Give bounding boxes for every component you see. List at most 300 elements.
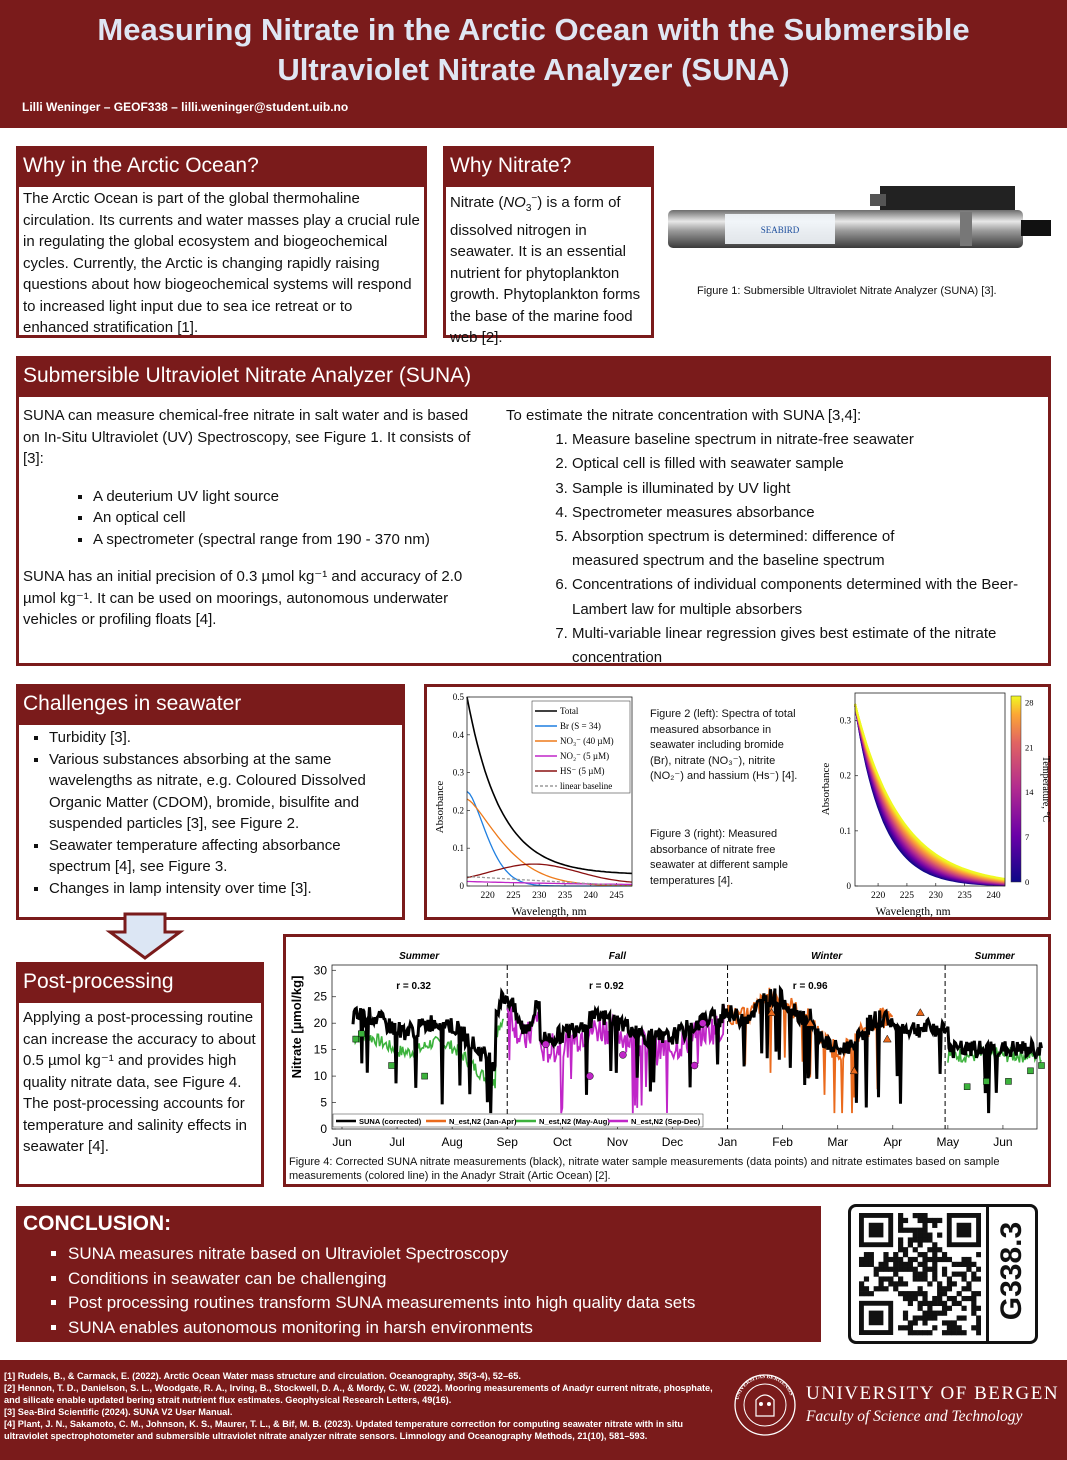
qr-module (942, 1252, 947, 1257)
fig4-season-label: Summer (974, 951, 1015, 962)
qr-finder (869, 1223, 884, 1238)
qr-module (913, 1233, 918, 1238)
fig3-cbar-tick: 28 (1025, 697, 1034, 708)
qr-module (927, 1247, 932, 1252)
qr-module (879, 1267, 884, 1272)
qr-module (927, 1315, 932, 1320)
fig4-xtick-label: Apr (883, 1135, 903, 1149)
qr-module (913, 1320, 918, 1325)
qr-module (913, 1257, 918, 1262)
fig4-xtick-label: Nov (606, 1135, 629, 1149)
fig4-ytick-label: 20 (313, 1016, 327, 1031)
suna-instrument-drawing (665, 180, 1055, 260)
why-arctic-panel (16, 146, 427, 338)
qr-module (971, 1306, 976, 1311)
qr-module (922, 1262, 927, 1267)
fig3-xtick-label: 225 (899, 891, 915, 901)
fig4-sample-point (586, 1073, 593, 1080)
qr-module (898, 1223, 903, 1228)
qr-module (952, 1281, 957, 1286)
fig4-sample-point (389, 1063, 395, 1069)
qr-module (918, 1286, 923, 1291)
qr-module (927, 1330, 932, 1335)
qr-module (864, 1291, 869, 1296)
down-arrow-icon (105, 912, 185, 962)
qr-module (922, 1272, 927, 1277)
qr-module (927, 1267, 932, 1272)
qr-module (893, 1262, 898, 1267)
challenges-list (23, 727, 398, 899)
qr-module (976, 1291, 981, 1296)
qr-module (952, 1272, 957, 1277)
qr-module (942, 1320, 947, 1325)
qr-module (908, 1320, 913, 1325)
qr-module (883, 1276, 888, 1281)
fig3-ytick-label: 0 (846, 881, 851, 891)
nitrate-formula-sub: 3 (525, 203, 532, 214)
qr-module (971, 1272, 976, 1277)
qr-module (883, 1257, 888, 1262)
fig4-sample-point (358, 1031, 364, 1037)
fig4-ytick-label: 5 (320, 1095, 327, 1110)
qr-module (898, 1291, 903, 1296)
suna-intro: SUNA can measure chemical-free nitrate in salt water and is based on In-Situ Ultraviolet (UV) Spectroscopy, see Figure 1. It consists of [3]: (23, 407, 471, 467)
fig4-ytick-label: 30 (313, 963, 327, 978)
qr-module (957, 1301, 962, 1306)
qr-module (937, 1286, 942, 1291)
qr-module (932, 1296, 937, 1301)
qr-module (913, 1267, 918, 1272)
qr-module (932, 1315, 937, 1320)
qr-module (976, 1315, 981, 1320)
qr-module (927, 1301, 932, 1306)
fig2-ytick-label: 0.1 (452, 843, 464, 854)
qr-module (942, 1306, 947, 1311)
qr-module (976, 1276, 981, 1281)
qr-module (976, 1267, 981, 1272)
qr-module (879, 1286, 884, 1291)
qr-module (922, 1301, 927, 1306)
qr-module (942, 1311, 947, 1316)
qr-module (942, 1291, 947, 1296)
fig4-xtick-label: Sep (496, 1135, 518, 1149)
title-line-2: Ultraviolet Nitrate Analyzer (SUNA) (277, 52, 790, 87)
fig4-xtick-label: May (936, 1135, 960, 1149)
why-arctic-text: The Arctic Ocean is part of the global thermohaline circulation. Its currents and water masses play a crucial rule in regulating the global ecosystem and biogeochemical cycles. Currently, the Arctic is changing rapidly raising questions about how biogeochemical systems will respond to increased light input due to sea ice retreat or to enhanced stratification [1]. (23, 190, 420, 336)
qr-module (903, 1252, 908, 1257)
qr-module (903, 1228, 908, 1233)
qr-module (937, 1311, 942, 1316)
qr-module (976, 1330, 981, 1335)
qr-module (898, 1262, 903, 1267)
fig2-ytick-label: 0.3 (452, 767, 464, 778)
qr-module (942, 1301, 947, 1306)
qr-module (922, 1223, 927, 1228)
qr-module (903, 1218, 908, 1223)
qr-module (913, 1247, 918, 1252)
suna-instrument-image (665, 180, 1055, 260)
fig4-sample-point (883, 1035, 891, 1042)
nitrate-text-before: Nitrate ( (450, 194, 504, 211)
references-footer (0, 1360, 1067, 1460)
author-line: Lilli Weninger – GEOF338 – lilli.weninger@student.uib.no (22, 100, 349, 114)
fig4-season-label: Winter (811, 951, 843, 962)
suna-panel (16, 356, 1051, 666)
qr-module (927, 1257, 932, 1262)
fig4-season-label: Summer (399, 951, 440, 962)
title-line-1: Measuring Nitrate in the Arctic Ocean with the Submersible (97, 12, 970, 47)
qr-module (888, 1267, 893, 1272)
qr-module (957, 1315, 962, 1320)
qr-module (922, 1315, 927, 1320)
figure4-chart (286, 937, 1048, 1149)
fig3-xtick-label: 220 (870, 891, 886, 901)
qr-module (918, 1228, 923, 1233)
qr-module (903, 1267, 908, 1272)
qr-module (942, 1330, 947, 1335)
challenges-panel (16, 684, 405, 920)
qr-module (864, 1252, 869, 1257)
fig4-sample-point (916, 1009, 924, 1016)
qr-module (893, 1257, 898, 1262)
qr-module (903, 1315, 908, 1320)
figure3-caption: Figure 3 (right): Measured absorbance of nitrate free seawater at different sample temperatures [4]. (650, 828, 788, 887)
suna-right-column (506, 404, 1046, 670)
challenge-item: ▪ Seawater temperature affecting absorbance spectrum [4], see Figure 3. (49, 835, 398, 878)
conclusion-item: ▪ Post processing routines transform SUNA measurements into high quality data sets (68, 1291, 695, 1316)
qr-module (908, 1301, 913, 1306)
qr-module (898, 1281, 903, 1286)
qr-module (898, 1242, 903, 1247)
qr-module (908, 1267, 913, 1272)
qr-module (874, 1286, 879, 1291)
qr-module (918, 1276, 923, 1281)
post-processing-text: Applying a post-processing routine can increase the accuracy to about 0.5 µmol kg⁻¹ and provides high quality nitrate data, see Figure 4. The post-processing accounts for temperature and salinity effects in seawater [4]. (23, 1009, 256, 1155)
fig3-ylabel: Absorbance (820, 762, 832, 816)
qr-module (927, 1237, 932, 1242)
qr-module (937, 1257, 942, 1262)
fig3-xtick-label: 240 (986, 891, 1001, 901)
fig4-sample-point (1027, 1068, 1033, 1074)
qr-module (918, 1213, 923, 1218)
qr-module (947, 1320, 952, 1325)
qr-module (937, 1281, 942, 1286)
qr-finder (869, 1311, 884, 1326)
fig4-sample-point (983, 1078, 989, 1084)
reference-item: [4] Plant, J. N., Sakamoto, C. M., Johnson, K. S., Maurer, T. L., & Bif, M. B. (2023). Updated temperature correction for computing seawater nitrate with in situ ultraviolet spectrophotometer and submersible ultraviolet nitrate analyzer nitrate sensors. Limnology and Oceanography Methods, 21(10), 581–593. (4, 1419, 683, 1441)
fig4-xtick-label: Jun (332, 1135, 352, 1149)
qr-module (927, 1306, 932, 1311)
fig4-ylabel: Nitrate [µmol/kg] (289, 975, 304, 1079)
svg-text:UNIVERSITAS BERGENSIS (735, 1374, 795, 1401)
fig2-xtick-label: 225 (506, 891, 521, 901)
qr-module (908, 1257, 913, 1262)
qr-module (947, 1296, 952, 1301)
qr-module (961, 1315, 966, 1320)
fig4-r-value: r = 0.32 (396, 981, 431, 992)
qr-module (961, 1330, 966, 1335)
component-item: ▪ An optical cell (93, 507, 473, 529)
qr-module (961, 1306, 966, 1311)
qr-module (918, 1315, 923, 1320)
qr-module (937, 1218, 942, 1223)
fig2-legend-label: HS⁻ (5 µM) (560, 766, 605, 776)
fig2-legend-label: Br (S = 34) (560, 721, 601, 731)
qr-module (932, 1252, 937, 1257)
qr-module (932, 1267, 937, 1272)
fig4-legend-label: SUNA (corrected) (359, 1117, 422, 1126)
qr-module (898, 1257, 903, 1262)
qr-module (908, 1228, 913, 1233)
suna-precision: SUNA has an initial precision of 0.3 µmol kg⁻¹ and accuracy of 2.0 µmol kg⁻¹. It can be used on moorings, autonomous underwater vehicles or profiling floats [4]. (23, 568, 463, 628)
qr-module (947, 1325, 952, 1330)
post-processing-heading: Post-processing (19, 965, 261, 1003)
fig4-sample-point (422, 1073, 428, 1079)
qr-module (922, 1218, 927, 1223)
why-arctic-heading: Why in the Arctic Ocean? (19, 149, 424, 187)
qr-module (952, 1325, 957, 1330)
qr-module (937, 1301, 942, 1306)
qr-module (898, 1247, 903, 1252)
qr-module (942, 1257, 947, 1262)
qr-module (883, 1286, 888, 1291)
qr-module (966, 1296, 971, 1301)
qr-module (888, 1257, 893, 1262)
qr-module (913, 1272, 918, 1277)
qr-module (932, 1325, 937, 1330)
fig4-xtick-label: Mar (827, 1135, 849, 1149)
fig2-legend-label: NO₃⁻ (40 µM) (560, 736, 614, 746)
qr-module (898, 1213, 903, 1218)
qr-module (971, 1276, 976, 1281)
qr-module (903, 1311, 908, 1316)
fig3-cbar-tick: 7 (1025, 832, 1030, 843)
qr-module (913, 1213, 918, 1218)
fig2-legend-label: linear baseline (560, 781, 613, 791)
qr-module (908, 1291, 913, 1296)
steps-intro: To estimate the nitrate concentration with SUNA [3,4]: (506, 407, 862, 424)
qr-module (927, 1218, 932, 1223)
faculty-name: Faculty of Science and Technology (806, 1408, 1023, 1425)
fig4-legend-label: N_est,N2 (Sep-Dec) (631, 1117, 701, 1126)
qr-module (971, 1296, 976, 1301)
challenge-item: ▪ Various substances absorbing at the same wavelengths as nitrate, e.g. Coloured Dissolved Organic Matter (CDOM), bromide, bisulfite and suspended particles [3], see Figure 2. (49, 749, 398, 835)
qr-module (957, 1330, 962, 1335)
fig4-ytick-label: 10 (313, 1069, 327, 1084)
fig4-r-value: r = 0.92 (588, 981, 624, 992)
qr-module (932, 1311, 937, 1316)
qr-module (918, 1291, 923, 1296)
fig2-ytick-label: 0.5 (452, 692, 464, 702)
qr-module (913, 1237, 918, 1242)
qr-module (966, 1262, 971, 1267)
qr-code-icon[interactable] (859, 1213, 981, 1337)
fig3-ytick-label: 0.2 (839, 770, 851, 781)
qr-module (922, 1296, 927, 1301)
qr-module (927, 1311, 932, 1316)
qr-module (903, 1281, 908, 1286)
figure4-panel (283, 934, 1051, 1187)
qr-module (903, 1262, 908, 1267)
qr-module (898, 1228, 903, 1233)
fig2-series-line (467, 799, 632, 886)
qr-module (898, 1237, 903, 1242)
qr-module (918, 1218, 923, 1223)
qr-module (971, 1325, 976, 1330)
qr-module (869, 1262, 874, 1267)
qr-module (966, 1267, 971, 1272)
conclusion-item: ▪ SUNA enables autonomous monitoring in harsh environments (68, 1316, 695, 1341)
fig2-xtick-label: 220 (480, 891, 495, 901)
qr-module (918, 1252, 923, 1257)
qr-module (913, 1315, 918, 1320)
qr-module (932, 1247, 937, 1252)
step-item: 2. Optical cell is filled with seawater sample (572, 452, 1046, 476)
fig4-sample-point (542, 1041, 549, 1048)
qr-module (918, 1272, 923, 1277)
qr-module (879, 1281, 884, 1286)
conclusion-panel (16, 1206, 821, 1342)
fig4-xtick-label: Feb (772, 1135, 793, 1149)
challenge-item: ▪ Changes in lamp intensity over time [3]. (49, 878, 398, 900)
fig3-cbar-label: Temperature, °C (1040, 755, 1051, 823)
fig2-xtick-label: 240 (583, 891, 598, 901)
fig4-xtick-label: Aug (441, 1135, 463, 1149)
fig2-legend-label: NO₂⁻ (5 µM) (560, 751, 610, 761)
step-item: 3. Sample is illuminated by UV light (572, 477, 1046, 501)
qr-module (908, 1325, 913, 1330)
qr-module (874, 1272, 879, 1277)
fig2-xtick-label: 230 (532, 891, 547, 901)
qr-module (961, 1296, 966, 1301)
reference-item: [1] Rudels, B., & Carmack, E. (2022). Arctic Ocean Water mass structure and circulation. Oceanography, 35(3-4), 52–65. (4, 1371, 521, 1381)
why-nitrate-heading: Why Nitrate? (446, 149, 651, 187)
qr-module (932, 1257, 937, 1262)
qr-module (937, 1296, 942, 1301)
qr-module (966, 1257, 971, 1262)
qr-module (961, 1286, 966, 1291)
qr-module (859, 1291, 864, 1296)
qr-module (888, 1276, 893, 1281)
qr-module (903, 1296, 908, 1301)
fig3-xlabel: Wavelength, nm (875, 906, 951, 917)
qr-module (879, 1262, 884, 1267)
qr-module (869, 1252, 874, 1257)
qr-module (957, 1272, 962, 1277)
fig3-ytick-label: 0.1 (839, 825, 851, 836)
qr-module (918, 1262, 923, 1267)
conclusion-item: ▪ SUNA measures nitrate based on Ultraviolet Spectroscopy (68, 1242, 695, 1267)
qr-module (898, 1267, 903, 1272)
fig2-ytick-label: 0 (459, 881, 464, 891)
qr-module (971, 1262, 976, 1267)
qr-finder (957, 1223, 972, 1238)
qr-module (864, 1262, 869, 1267)
poster-code-box (986, 1204, 1039, 1344)
qr-module (918, 1242, 923, 1247)
fig2-legend-label: Total (560, 706, 579, 716)
qr-module (942, 1267, 947, 1272)
references-list (4, 1370, 722, 1442)
qr-module (898, 1276, 903, 1281)
qr-module (971, 1311, 976, 1316)
qr-module (903, 1291, 908, 1296)
why-nitrate-panel (443, 146, 654, 346)
qr-module (922, 1252, 927, 1257)
qr-module (908, 1237, 913, 1242)
qr-module (976, 1325, 981, 1330)
qr-module (947, 1286, 952, 1291)
qr-module (927, 1281, 932, 1286)
qr-module (922, 1228, 927, 1233)
qr-module (966, 1286, 971, 1291)
qr-module (947, 1257, 952, 1262)
qr-module (952, 1296, 957, 1301)
fig4-sample-point (619, 1051, 626, 1058)
fig3-xtick-label: 235 (957, 891, 972, 901)
fig4-season-label: Fall (608, 951, 627, 962)
qr-module (879, 1276, 884, 1281)
fig3-xtick-label: 230 (928, 891, 943, 901)
qr-module (947, 1330, 952, 1335)
qr-module (922, 1291, 927, 1296)
qr-module (869, 1257, 874, 1262)
qr-module (898, 1325, 903, 1330)
qr-module (937, 1247, 942, 1252)
qr-module (937, 1291, 942, 1296)
qr-module (883, 1252, 888, 1257)
suna-heading: Submersible Ultraviolet Nitrate Analyzer (SUNA) (19, 359, 1048, 397)
fig4-xtick-label: Jun (993, 1135, 1013, 1149)
fig4-sample-point (353, 1036, 359, 1042)
fig2-legend-box (532, 701, 630, 793)
qr-module (927, 1233, 932, 1238)
fig4-axes-frame (332, 965, 1037, 1129)
qr-module (961, 1272, 966, 1277)
qr-module (918, 1301, 923, 1306)
fig4-sample-point (699, 1020, 706, 1027)
qr-module (922, 1257, 927, 1262)
qr-module (883, 1267, 888, 1272)
step-item: 1. Measure baseline spectrum in nitrate-free seawater (572, 428, 1046, 452)
qr-module (859, 1281, 864, 1286)
fig2-series-line (467, 877, 632, 886)
conclusion-heading: CONCLUSION: (23, 1212, 172, 1235)
qr-module (893, 1281, 898, 1286)
qr-module (942, 1286, 947, 1291)
university-seal-icon (732, 1372, 798, 1438)
qr-module (918, 1237, 923, 1242)
qr-module (976, 1306, 981, 1311)
qr-module (908, 1242, 913, 1247)
qr-module (976, 1252, 981, 1257)
nitrate-text-after: ) is a form of dissolved nitrogen in seawater. It is an essential nutrient for phytoplankton growth. Phytoplankton forms the base of the marine food web [2]. (450, 194, 641, 346)
qr-code-box (848, 1204, 1038, 1344)
qr-module (908, 1330, 913, 1335)
qr-module (922, 1237, 927, 1242)
qr-module (961, 1262, 966, 1267)
why-nitrate-text (446, 187, 651, 350)
qr-module (947, 1306, 952, 1311)
nitrate-formula-sup: − (531, 193, 538, 204)
fig3-colorbar (1011, 696, 1021, 882)
qr-module (922, 1330, 927, 1335)
suna-components (71, 486, 473, 551)
figure1-caption: Figure 1: Submersible Ultraviolet Nitrate Analyzer (SUNA) [3]. (697, 285, 997, 297)
qr-module (932, 1272, 937, 1277)
qr-module (932, 1223, 937, 1228)
qr-module (874, 1267, 879, 1272)
